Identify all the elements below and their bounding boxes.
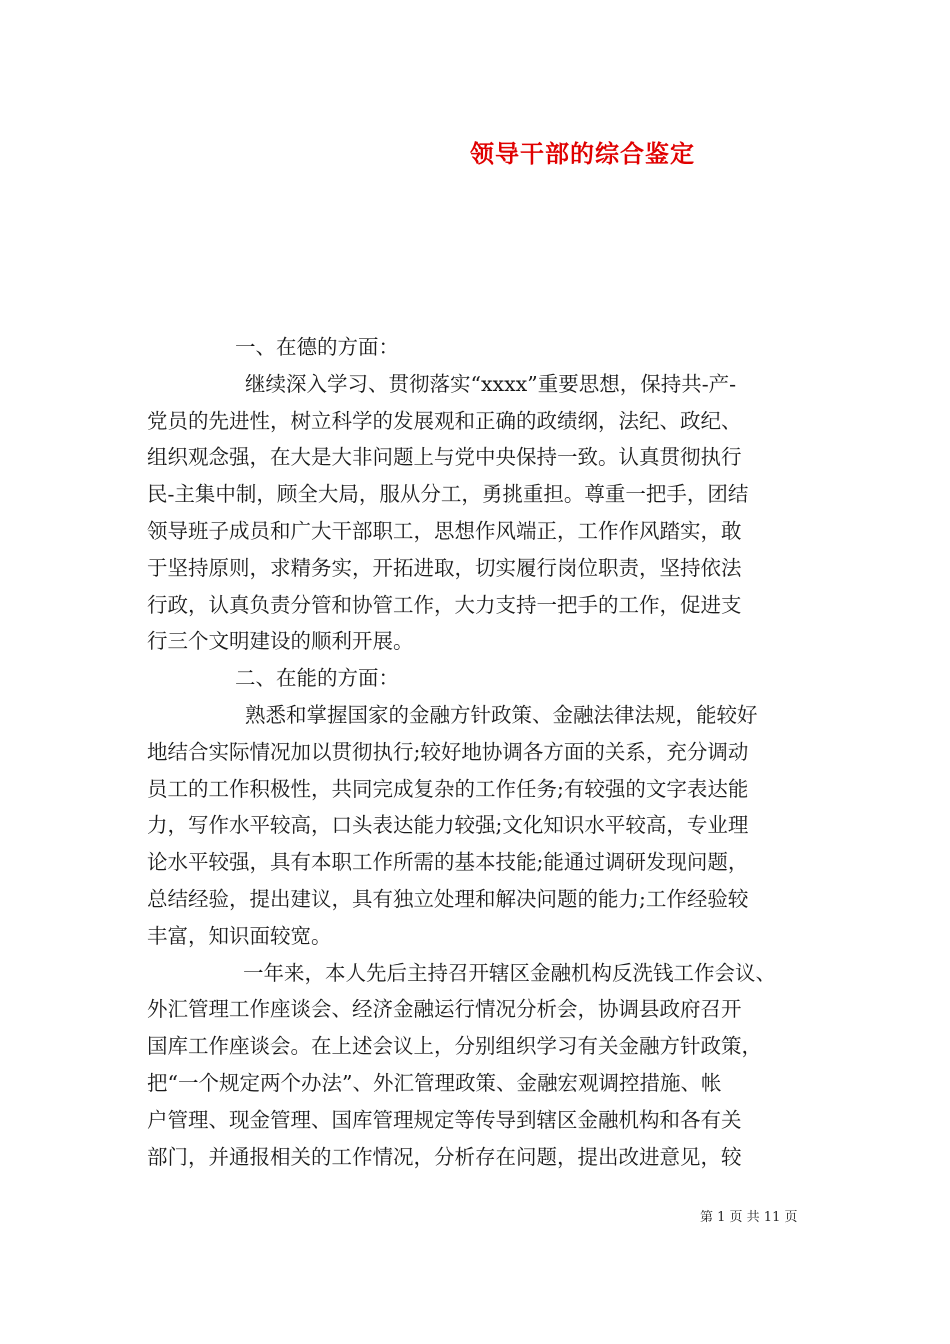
paragraph-line: 于坚持原则，求精务实，开拓进取，切实履行岗位职责，坚持依法: [147, 555, 742, 580]
section-heading-virtue: 一、在德的方面：: [235, 335, 399, 359]
document-body: [147, 329, 807, 1175]
paragraph-line: 领导班子成员和广大干部职工，思想作风端正，工作作风踏实，敢: [147, 518, 742, 543]
paragraph-line: 外汇管理工作座谈会、经济金融运行情况分析会，协调县政府召开: [147, 997, 742, 1022]
paragraph-line: 一年来，本人先后主持召开辖区金融机构反洗钱工作会议、: [243, 960, 776, 985]
paragraph-line: 党员的先进性，树立科学的发展观和正确的政绩纲，法纪、政纪、: [147, 408, 742, 433]
page-number: 第 1 页 共 11 页: [700, 1210, 798, 1225]
paragraph-line: 部门，并通报相关的工作情况，分析存在问题，提出改进意见，较: [147, 1144, 742, 1169]
paragraph-line: 继续深入学习、贯彻落实“xxxx”重要思想，保持共-产-: [245, 371, 737, 396]
paragraph-line: 组织观念强，在大是大非问题上与党中央保持一致。认真贯彻执行: [147, 445, 742, 470]
section-heading-ability: 二、在能的方面：: [235, 666, 399, 691]
paragraph-line: 民-主集中制，顾全大局，服从分工，勇挑重担。尊重一把手，团结: [147, 482, 749, 507]
paragraph-line: 总结经验，提出建议，具有独立处理和解决问题的能力;工作经验较: [147, 886, 749, 911]
paragraph-line: 行三个文明建设的顺利开展。: [147, 629, 414, 654]
paragraph-line: 户管理、现金管理、国库管理规定等传导到辖区金融机构和各有关: [147, 1107, 742, 1132]
paragraph-line: 员工的工作积极性，共同完成复杂的工作任务;有较强的文字表达能: [147, 776, 749, 801]
paragraph-line: 丰富，知识面较宽。: [147, 923, 332, 948]
paragraph-line: 熟悉和掌握国家的金融方针政策、金融法律法规，能较好: [245, 702, 758, 727]
paragraph-line: 论水平较强，具有本职工作所需的基本技能;能通过调研发现问题，: [147, 850, 749, 875]
paragraph-line: 行政，认真负责分管和协管工作，大力支持一把手的工作，促进支: [147, 592, 742, 617]
document-title: 领导干部的综合鉴定: [470, 139, 695, 168]
paragraph-line: 国库工作座谈会。在上述会议上，分别组织学习有关金融方针政策，: [147, 1034, 762, 1059]
paragraph-line: 把“一个规定两个办法”、外汇管理政策、金融宏观调控措施、帐: [147, 1070, 722, 1095]
paragraph-line: 力，写作水平较高，口头表达能力较强;文化知识水平较高，专业理: [147, 813, 749, 838]
paragraph-line: 地结合实际情况加以贯彻执行;较好地协调各方面的关系，充分调动: [147, 739, 749, 764]
